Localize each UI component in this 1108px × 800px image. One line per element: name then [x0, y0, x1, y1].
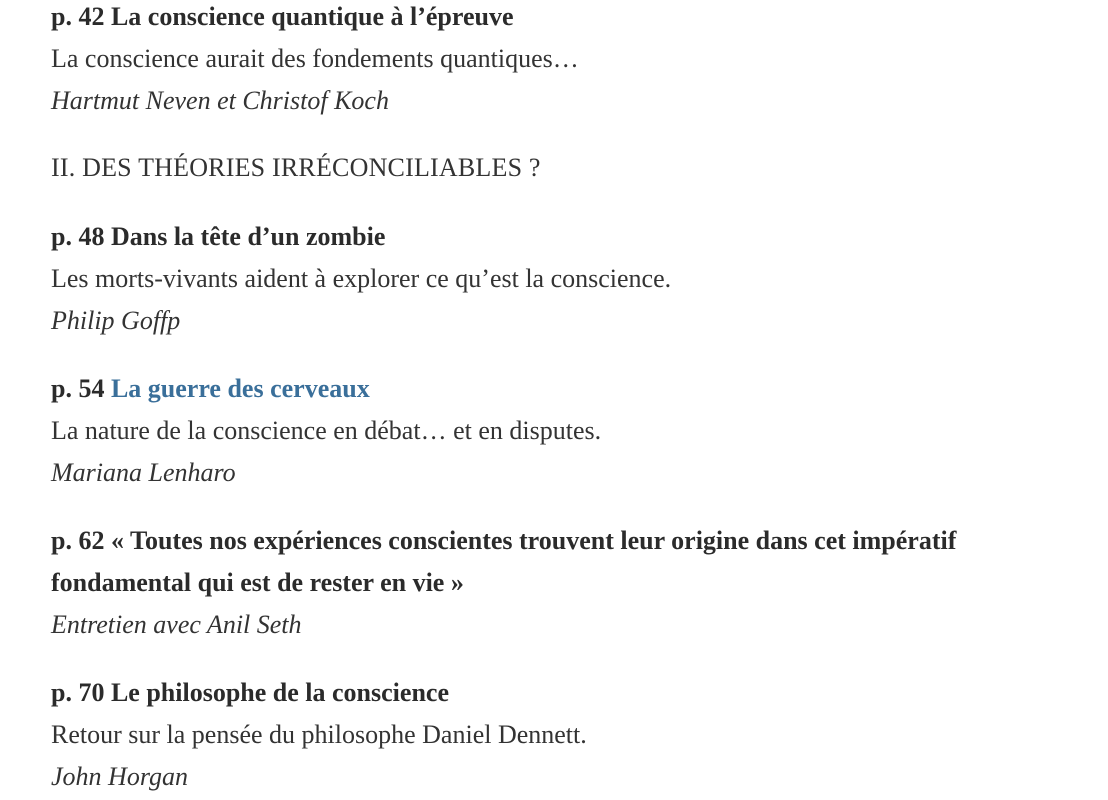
entry-title: Dans la tête d’un zombie — [110, 222, 386, 251]
section-heading: II. DES THÉORIES IRRÉCONCILIABLES ? — [51, 153, 541, 182]
entry-title: Le philosophe de la conscience — [110, 678, 449, 707]
entry-title: La conscience quantique à l’épreuve — [110, 2, 514, 31]
entry-author: John Horgan — [51, 762, 188, 791]
entry-description: Les morts-vivants aident à explorer ce qu’est la conscience. — [51, 264, 672, 293]
entry-title: « Toutes nos expériences conscientes trouvent leur origine dans cet impératif fondamental qui est de rester en vie » — [51, 526, 957, 597]
page-number: p. 48 — [51, 222, 105, 251]
toc-entry-p54 — [51, 368, 1091, 494]
entry-description: Retour sur la pensée du philosophe Daniel Dennett. — [51, 720, 587, 749]
page-number: p. 42 — [51, 2, 105, 31]
entry-author: Philip Goffp — [51, 306, 181, 335]
entry-title-line — [51, 216, 1091, 258]
page-number: p. 70 — [51, 678, 105, 707]
entry-author: Entretien avec Anil Seth — [51, 610, 302, 639]
page-number: p. 62 — [51, 526, 105, 555]
toc-entry-p42 — [51, 0, 1091, 122]
toc-entry-p48 — [51, 216, 1091, 342]
entry-title-line — [51, 0, 1091, 38]
entry-author: Mariana Lenharo — [51, 458, 236, 487]
entry-description: La nature de la conscience en débat… et en disputes. — [51, 416, 602, 445]
entry-title-line — [51, 368, 1091, 410]
page-number: p. 54 — [51, 374, 105, 403]
entry-author: Hartmut Neven et Christof Koch — [51, 86, 389, 115]
toc-entry-p62 — [51, 520, 1081, 646]
entry-description: La conscience aurait des fondements quantiques… — [51, 44, 579, 73]
entry-title-line — [51, 520, 1081, 604]
entry-title-line — [51, 672, 1091, 714]
toc-entry-p70 — [51, 672, 1091, 798]
entry-title-link[interactable]: La guerre des cerveaux — [110, 374, 370, 403]
